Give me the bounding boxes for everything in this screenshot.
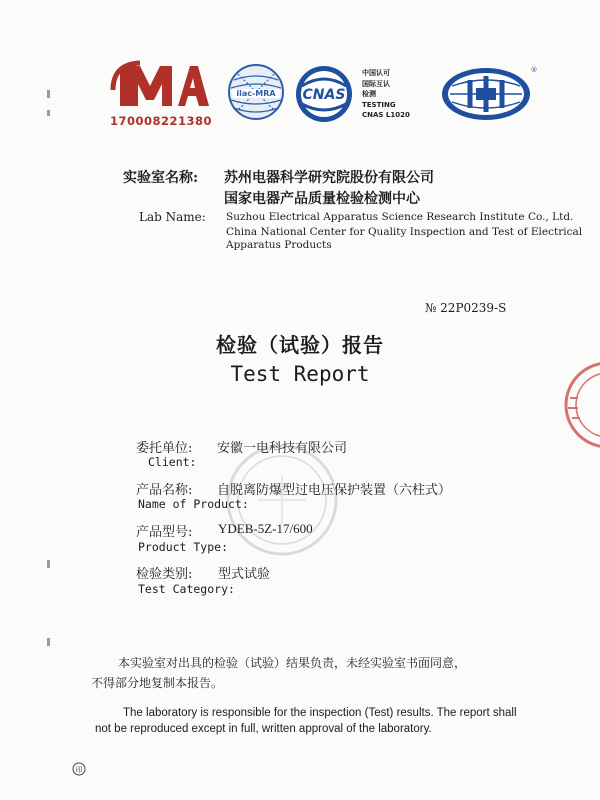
cqc-emblem-icon	[440, 62, 538, 122]
product-label-cn: 产品名称:	[136, 483, 193, 498]
category-label-en: Test Category:	[138, 582, 235, 596]
disclaimer-cn-line-1: 本实验室对出具的检验（试验）结果负责，未经实验室书面同意，	[118, 656, 467, 670]
disclaimer-cn-line-2: 不得部分地复制本报告。	[91, 676, 224, 690]
cnas-logo	[292, 64, 356, 124]
cnas-line-1: 中国认可	[362, 69, 390, 77]
model-label-cn: 产品型号:	[136, 525, 193, 540]
cnas-label: CNAS	[302, 87, 346, 103]
ilac-mra-logo	[226, 62, 286, 122]
cqc-logo	[440, 62, 538, 122]
category-label-cn: 检验类别:	[136, 567, 193, 582]
cma-emblem-icon	[110, 60, 210, 112]
registered-mark: ®	[530, 66, 538, 74]
lab-label-en: Lab Name:	[139, 210, 206, 224]
ilac-globe-icon	[226, 62, 286, 122]
report-number: № 22P0239-S	[425, 301, 507, 315]
cnas-accreditation-text	[362, 68, 442, 121]
ilac-label: ilac-MRA	[236, 89, 276, 98]
client-label-cn: 委托单位:	[136, 441, 193, 456]
lab-name-en-line-1: Suzhou Electrical Apparatus Science Research Institute Co., Ltd.	[226, 211, 574, 223]
cnas-line-4: TESTING	[362, 100, 396, 109]
product-label-en: Name of Product:	[138, 497, 249, 511]
print-mark	[72, 762, 86, 776]
model-label-en: Product Type:	[138, 540, 229, 554]
cnas-line-5: CNAS L1020	[362, 111, 410, 119]
category-value: 型式试验	[218, 567, 271, 582]
lab-name-cn-line-2: 国家电器产品质量检验检测中心	[224, 191, 420, 207]
cma-number: 170008221380	[110, 114, 213, 128]
lab-name-en-line-3: Apparatus Products	[226, 239, 332, 251]
lab-name-en-line-2: China National Center for Quality Inspection and Test of Electrical	[226, 226, 583, 238]
report-title-cn: 检验（试验）报告	[216, 333, 384, 357]
client-value: 安徽一电科技有限公司	[217, 441, 348, 456]
cnas-line-2: 国际互认	[362, 79, 390, 88]
disclaimer-en-line-2: not be reproduced except in full, written approval of the laboratory.	[95, 723, 432, 735]
disclaimer-en-line-1: The laboratory is responsible for the inspection (Test) results. The report shall	[123, 707, 517, 719]
lab-label-cn: 实验室名称:	[123, 170, 199, 186]
print-mark-label: 印	[75, 766, 83, 774]
product-value: 自脱离防爆型过电压保护装置（六柱式）	[217, 483, 452, 498]
cma-logo	[110, 60, 212, 130]
report-title-en: Test Report	[230, 362, 370, 386]
model-value: YDEB-5Z-17/600	[218, 521, 313, 536]
lab-name-cn-line-1: 苏州电器科学研究院股份有限公司	[224, 170, 434, 186]
cnas-emblem-icon	[292, 64, 356, 124]
cnas-line-3: 检测	[362, 90, 376, 98]
client-label-en: Client:	[148, 455, 197, 469]
